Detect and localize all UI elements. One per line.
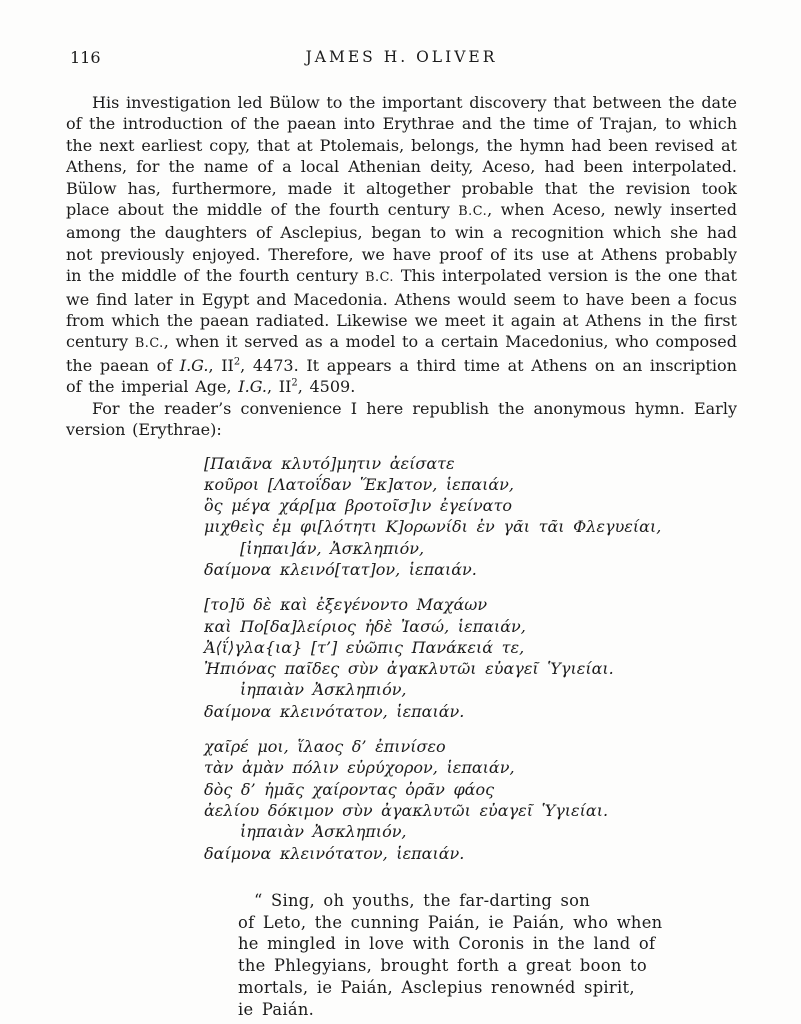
text-run: 2 bbox=[233, 356, 241, 368]
text-run: This interpolated version is the one that we find later in Egypt and Macedonia. Athens would seem to have been a focus from which the paean radiated. Likewise we meet it again at Athens in the first century bbox=[66, 266, 737, 352]
hymn-line: μιχθεὶς ἐμ φι[λότητι Κ]ορωνίδι ἐν γᾶι τᾶι Φλεγυείαι, bbox=[204, 517, 662, 537]
hymn-line: τὰν ἀμὰν πόλιν εὐρύχορον, ἱεπαιάν, bbox=[204, 758, 515, 778]
text-run: His investigation led Bülow to the important discovery that between the date of the introduction of the paean into Erythrae and the time of Trajan, to which the next earliest copy, that at Ptolemais, belongs, the hymn had been revised at Athens, for the name of a local Athenian deity, Aceso, had been interpolated. Bülow has, furthermore, made it altogether probable that the revision took place about the middle of the fourth century bbox=[66, 93, 737, 220]
hymn-stanza-3 bbox=[204, 736, 737, 864]
hymn-line: κοῦροι [Λατοΐδαν Ἕκ]ατον, ἱεπαιάν, bbox=[204, 474, 514, 494]
hymn-line: ἀελίου δόκιμον σὺν ἀγακλυτῶι εὐαγεῖ Ὑγιείαι. bbox=[204, 800, 609, 820]
hymn-line: δὸς δ’ ἡμᾶς χαίροντας ὁρᾶν φάος bbox=[204, 779, 495, 799]
hymn-line: ἰηπαιὰν Ἀσκληπιόν, bbox=[240, 822, 407, 842]
text-run: 2 bbox=[291, 377, 298, 389]
hymn-line: Ἀ⟨ΐ⟩γλα{ια} [τ’] εὐῶπις Πανάκειά τε, bbox=[204, 637, 525, 657]
text-run: , when it served as a model to a certain Macedonius, who composed the paean of bbox=[66, 332, 738, 375]
text-run: B.C. bbox=[458, 204, 488, 220]
hymn-line: δαίμονα κλεινότατον, ἱεπαιάν. bbox=[204, 701, 465, 721]
running-head: JAMES H. OLIVER bbox=[305, 48, 498, 66]
hymn-line: ἰηπαιὰν Ἀσκληπιόν, bbox=[240, 680, 407, 700]
text-run: , 4473. It appears a third time at Athens on an inscription of the imperial Age, bbox=[66, 355, 737, 397]
text-run: , when Aceso, newly inserted among the daughters of Asclepius, began to win a recognition which she had not previously enjoyed. Therefore, we have proof of its use at Athens probably in the middle of the fourth century bbox=[66, 200, 737, 286]
hymn-line: Ἠπιόνας παῖδες σὺν ἀγακλυτῶι εὐαγεῖ Ὑγιείαι. bbox=[204, 659, 614, 679]
hymn-line: δαίμονα κλεινότατον, ἱεπαιάν. bbox=[204, 843, 465, 863]
text-run: B.C. bbox=[134, 336, 164, 352]
page-number: 116 bbox=[70, 48, 101, 67]
text-run: I.G. bbox=[238, 377, 267, 397]
hymn-line: [το]ῦ δὲ καὶ ἐξεγένοντο Μαχάων bbox=[204, 595, 488, 615]
text-run: , II bbox=[266, 377, 292, 397]
hymn-line: δαίμονα κλεινό[τατ]ον, ἱεπαιάν. bbox=[204, 559, 477, 579]
hymn-line: καὶ Πο[δα]λείριος ἠδὲ Ἰασώ, ἱεπαιάν, bbox=[204, 616, 526, 636]
translation-line: he mingled in love with Coronis in the land of bbox=[238, 934, 656, 954]
text-run: I.G. bbox=[179, 355, 209, 375]
translation-line: ie Paián. bbox=[238, 999, 315, 1019]
text-run: B.C. bbox=[365, 270, 394, 286]
text-run: , II bbox=[208, 355, 234, 375]
greek-hymn-block bbox=[66, 453, 737, 864]
page-header bbox=[66, 48, 737, 70]
paragraph-investigation bbox=[66, 92, 737, 398]
hymn-stanza-2 bbox=[204, 594, 737, 722]
paragraph-republish: For the reader’s convenience I here republish the anonymous hymn. Early version (Erythrae): bbox=[66, 398, 737, 440]
hymn-line: [Παιᾶνα κλυτό]μη̣τιν ἀείσατε bbox=[204, 453, 455, 473]
translation-line: of Leto, the cunning Paián, ie Paián, who when bbox=[238, 912, 663, 932]
text-run: , 4509. bbox=[297, 377, 356, 397]
hymn-stanza-1 bbox=[204, 453, 737, 581]
translation-line: “ Sing, oh youths, the far-darting son bbox=[254, 890, 591, 910]
translation-line: mortals, ie Paián, Asclepius renownéd spirit, bbox=[238, 978, 635, 998]
hymn-line: [ἰηπαι]άν, Ἀσκληπιόν, bbox=[240, 538, 425, 558]
hymn-line: χαῖρέ μοι, ἵλαος δ’ ἐπινίσεο bbox=[204, 737, 446, 757]
translation-line: the Phlegyians, brought forth a great boon to bbox=[238, 956, 647, 976]
translation-block bbox=[66, 890, 737, 1021]
hymn-line: ὃς μέγα χάρ[μα βροτοῖσ]ιν ἐγείνατο bbox=[204, 496, 512, 516]
